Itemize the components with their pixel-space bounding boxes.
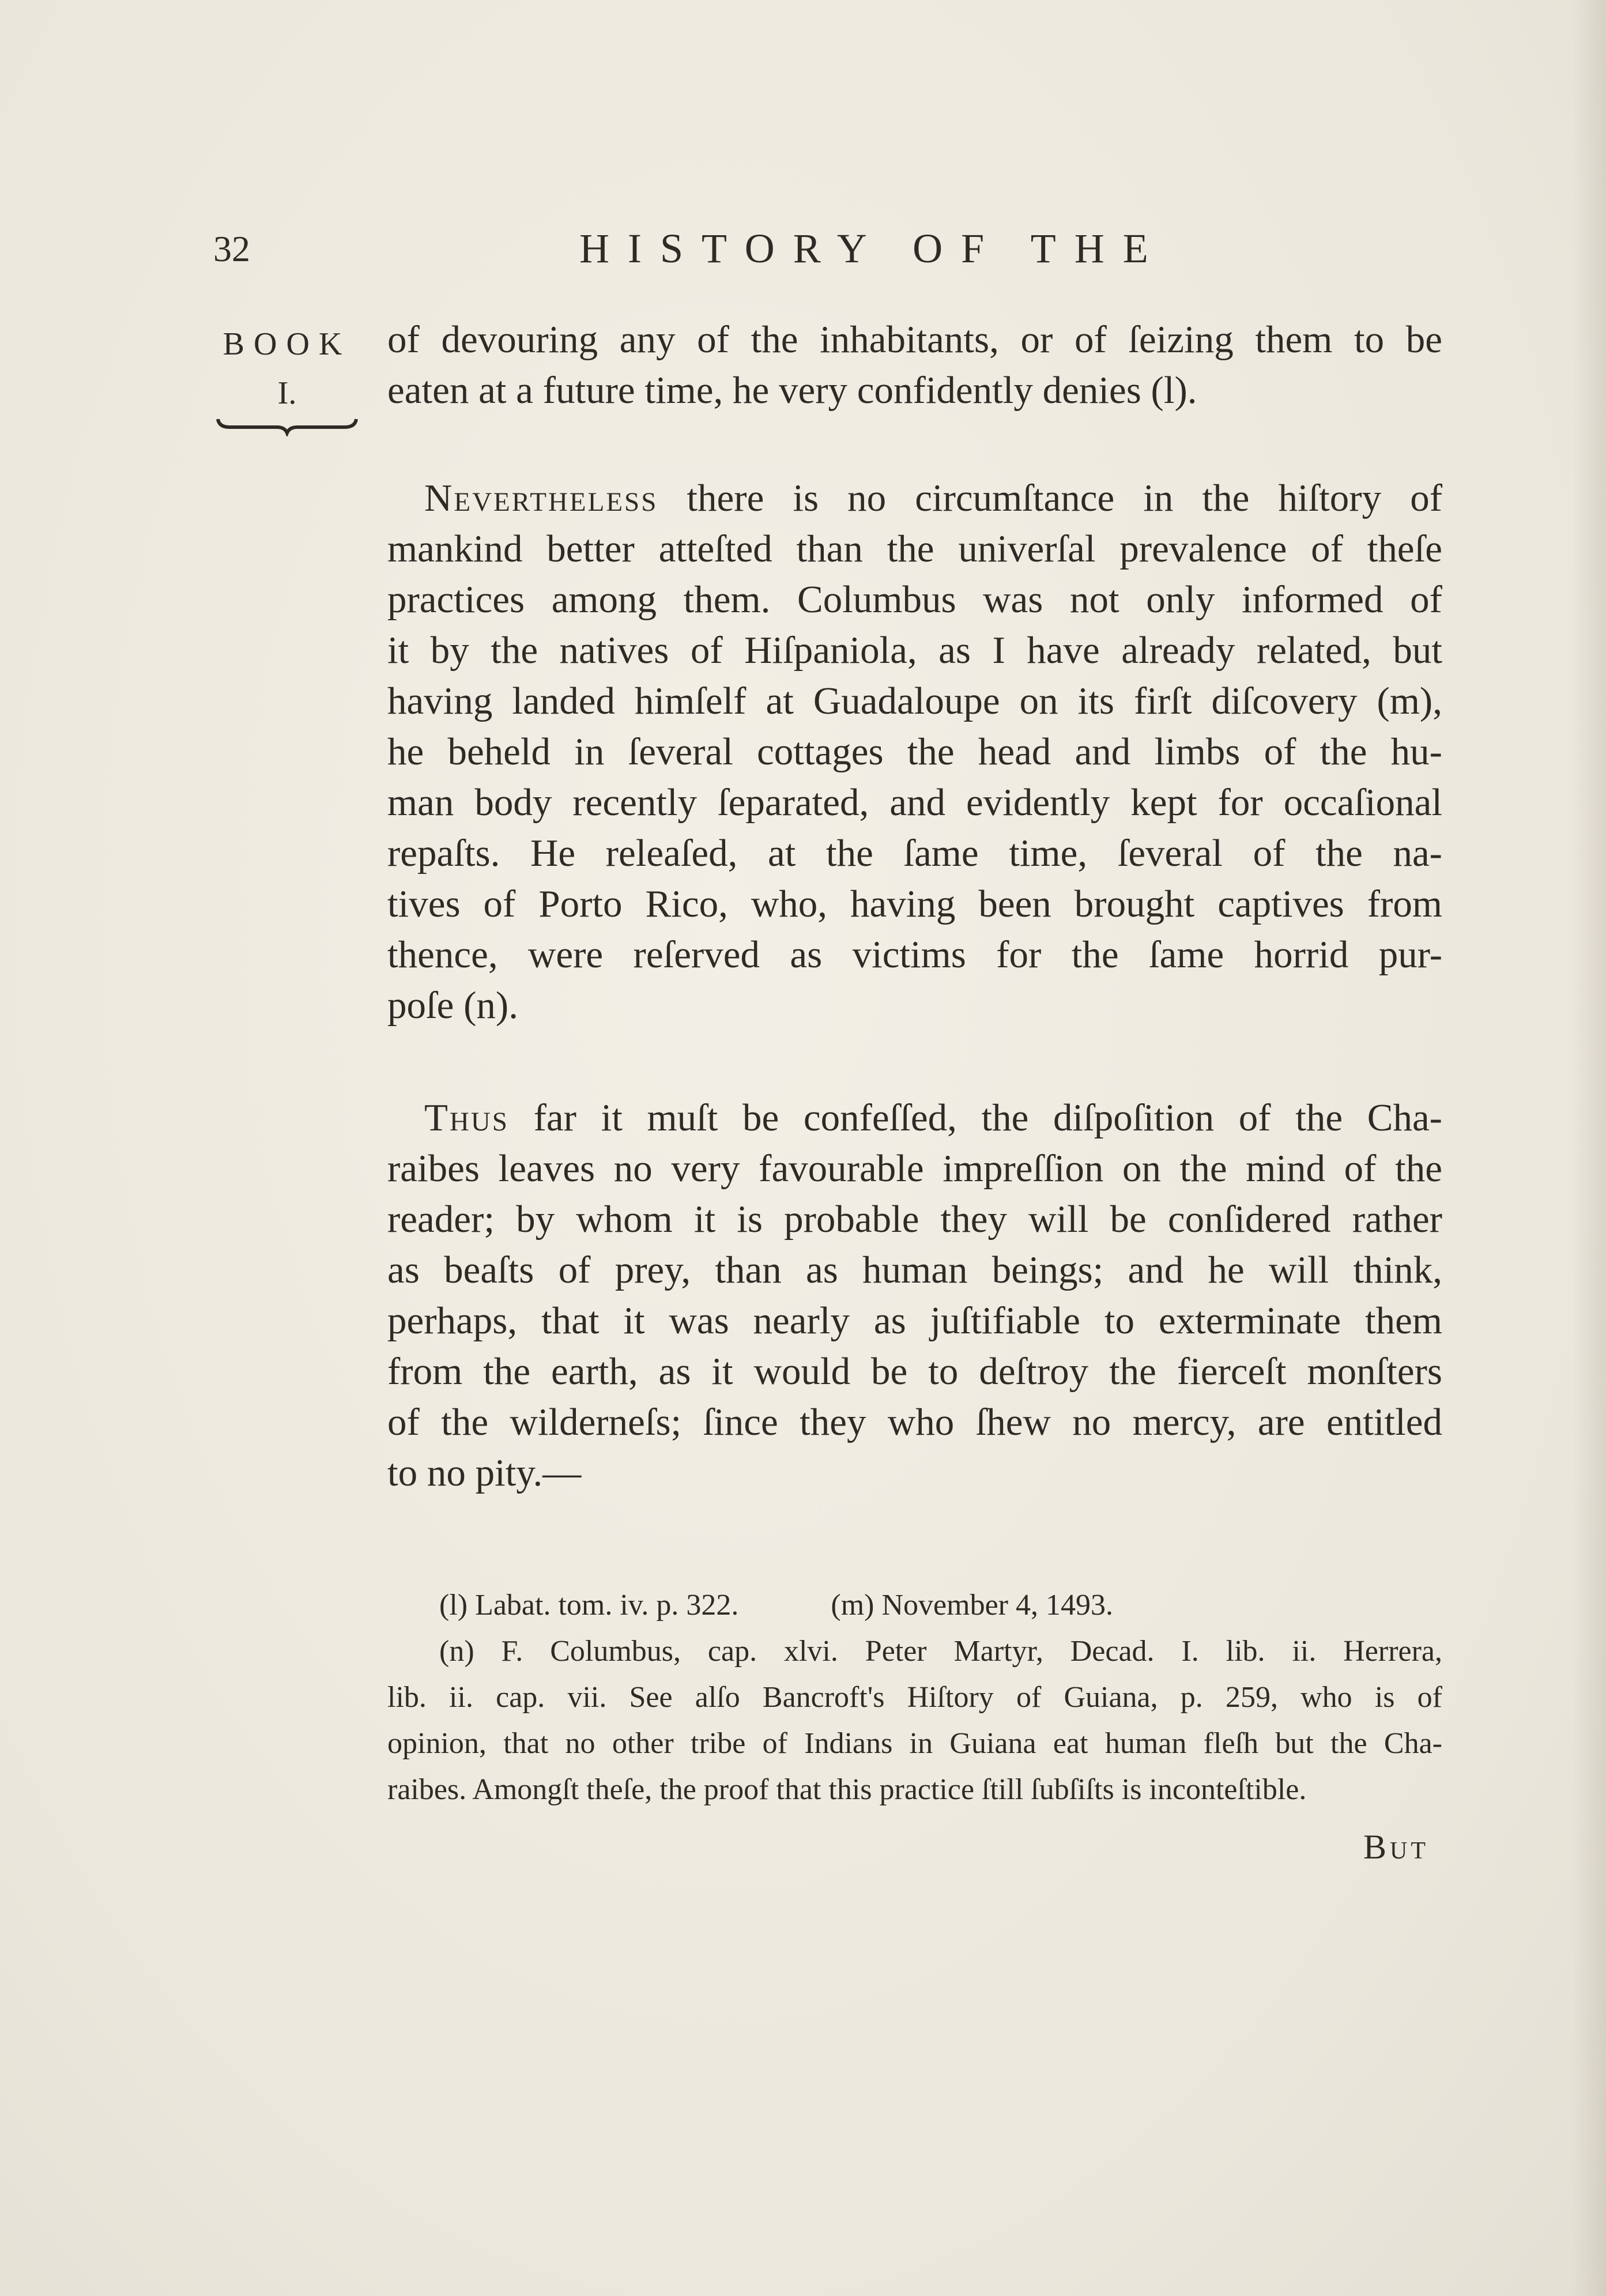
footnote-n-line: lib. ii. cap. vii. See alſo Bancroft's Hiſtory of Guiana, p. 259, who is of — [387, 1681, 1442, 1714]
footnote-n-line: opinion, that no other tribe of Indians in Guiana eat human fleſh but the Cha- — [387, 1727, 1442, 1760]
footnote-line — [387, 1582, 1442, 1628]
text-line: man body recently ſeparated, and evidently kept for occaſional — [387, 781, 1442, 824]
text-line: mankind better atteſted than the univerſal prevalence of theſe — [387, 527, 1442, 570]
text-line: repaſts. He releaſed, at the ſame time, ſeveral of the na- — [387, 832, 1442, 874]
text-line: practices among them. Columbus was not only informed of — [387, 578, 1442, 621]
text-line: from the earth, as it would be to deſtroy the fierceſt monſters — [387, 1350, 1442, 1393]
text-line: as beaſts of prey, than as human beings; and he will think, — [387, 1249, 1442, 1291]
footnote-l: (l) Labat. tom. iv. p. 322. — [439, 1589, 739, 1622]
paragraph-2 — [387, 473, 1442, 1031]
footnote-n-line: raibes. Amongſt theſe, the proof that this practice ſtill ſubſiſts is inconteſtible. — [387, 1773, 1307, 1806]
paragraph-1 — [387, 314, 1442, 416]
text-line: tives of Porto Rico, who, having been brought captives from — [387, 883, 1442, 925]
text-line: perhaps, that it was nearly as juſtifiable to exterminate them — [387, 1299, 1442, 1342]
book-number: I. — [277, 375, 297, 411]
margin-note — [212, 320, 362, 436]
catchword: But — [1363, 1828, 1430, 1866]
text-line: thence, were reſerved as victims for the ſame horrid pur- — [387, 933, 1442, 976]
text-line: it by the natives of Hiſpaniola, as I have already related, but — [387, 629, 1442, 672]
text-line: of the wilderneſs; ſince they who ſhew no mercy, are entitled — [387, 1401, 1442, 1443]
paragraph-3 — [387, 1092, 1442, 1498]
book-label: BOOK — [223, 326, 352, 362]
footnote-m: (m) November 4, 1493. — [831, 1589, 1113, 1622]
text-line: poſe (n). — [387, 984, 518, 1027]
text-line: Nevertheless there is no circumſtance in the hiſtory of — [424, 477, 1442, 519]
text-line: reader; by whom it is probable they will be conſidered rather — [387, 1198, 1442, 1241]
lead-word: Nevertheless — [424, 477, 658, 519]
text-line: having landed himſelf at Guadaloupe on its firſt diſcovery (m), — [387, 680, 1442, 722]
text-line: raibes leaves no very favourable impreſſion on the mind of the — [387, 1147, 1442, 1190]
text-line: he beheld in ſeveral cottages the head and limbs of the hu- — [387, 730, 1442, 773]
text-line: eaten at a future time, he very confidently denies (l). — [387, 369, 1197, 412]
lead-word: Thus — [424, 1096, 509, 1139]
footnote-n-line: (n) F. Columbus, cap. xlvi. Peter Martyr, Decad. I. lib. ii. Herrera, — [439, 1635, 1442, 1668]
footnotes — [387, 1582, 1442, 1813]
text-line: Thus far it muſt be confeſſed, the diſpoſition of the Cha- — [424, 1096, 1442, 1139]
page-number: 32 — [213, 228, 250, 269]
text-line: of devouring any of the inhabitants, or of ſeizing them to be — [387, 318, 1442, 361]
text-line: to no pity.— — [387, 1452, 582, 1494]
page-gutter-shadow — [1571, 0, 1606, 2296]
running-head: HISTORY OF THE — [579, 225, 1167, 272]
